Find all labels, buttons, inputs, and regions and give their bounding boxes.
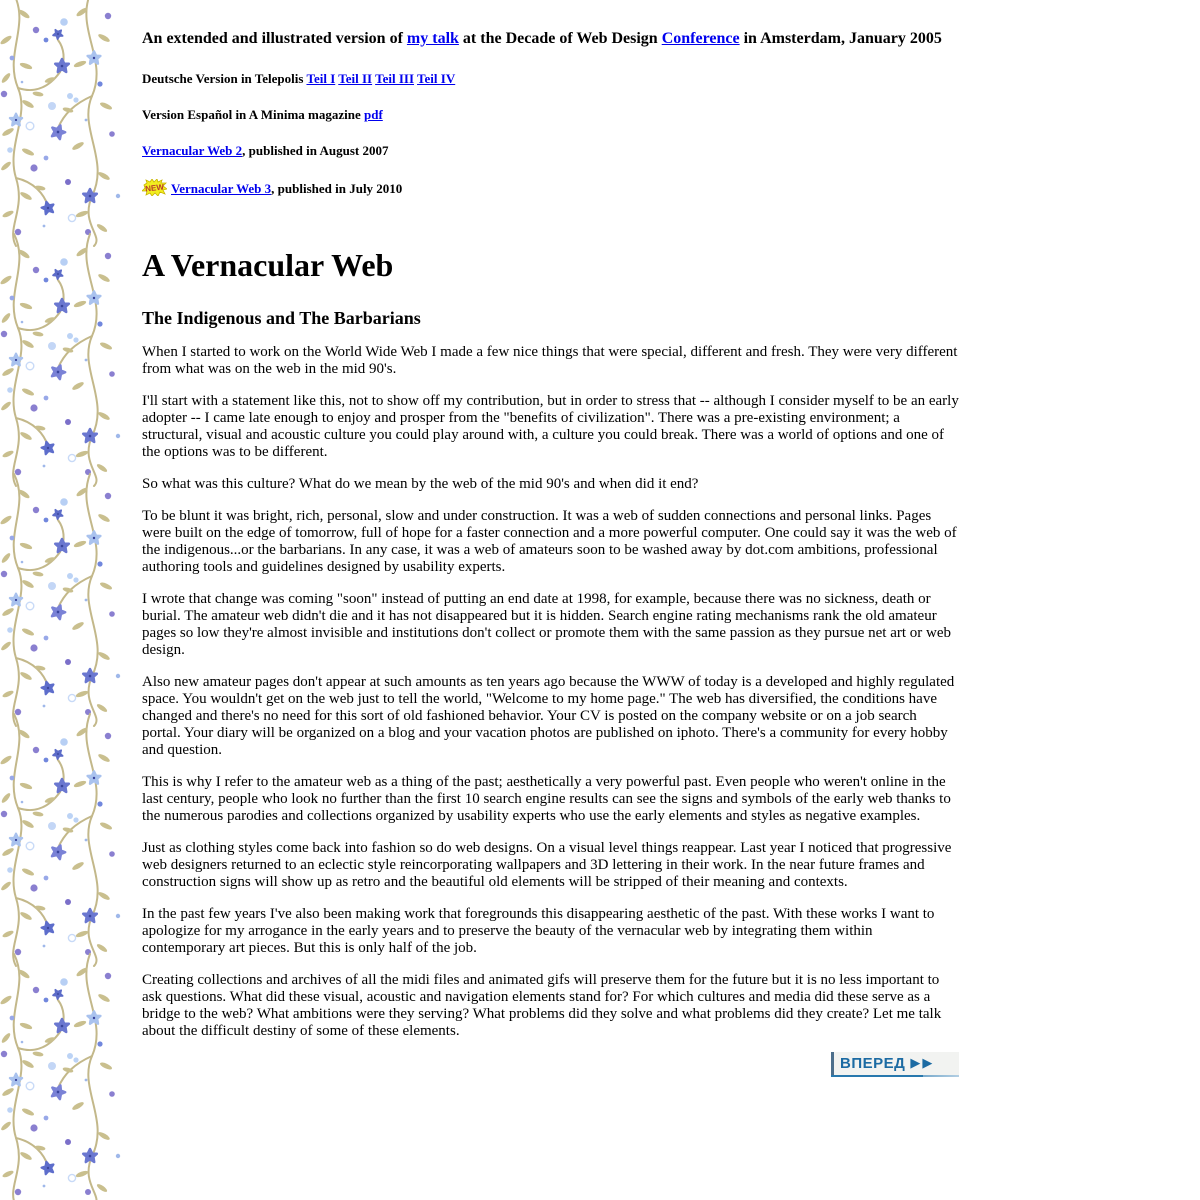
forward-button[interactable] (831, 1052, 959, 1077)
teil-4-link[interactable]: Teil IV (417, 71, 456, 86)
my-talk-link[interactable]: my talk (406, 30, 459, 47)
vw2-suffix: , published in August 2007 (242, 143, 389, 158)
forward-button-row (142, 1052, 959, 1077)
page-title: A Vernacular Web (142, 247, 394, 283)
svg-text:NEW: NEW (144, 182, 165, 194)
intro-text-2: at the Decade of Web Design (458, 30, 662, 47)
article-paragraph-7: This is why I refer to the amateur web as a thing of the past; aesthetically a very powerful past. Even people who weren't online in the last century, people who look no further than the first 10 search engine results can see the signs and symbols of the early web thanks to the numerous parodies and collections organized by usability experts who use the early elements and styles as negative examples. (142, 774, 951, 824)
vernacular-web-2-link[interactable]: Vernacular Web 2 (142, 143, 243, 158)
teil-3-link[interactable]: Teil III (375, 71, 415, 86)
intro-text-3: in Amsterdam, January 2005 (739, 30, 942, 47)
article-paragraph-2: I'll start with a statement like this, not to show off my contribution, but in order to stress that -- although I consider myself to be an early adopter -- I came late enough to enjoy and prosper from the "benefits of civilization". There was a pre-existing environment; a structural, visual and acoustic culture you could play around with, a culture you could break. There was a world of options and one of the options was to be different. (142, 393, 959, 460)
forward-underline (831, 1075, 959, 1077)
forward-arrows-icon: ▶▶ (910, 1055, 935, 1070)
article-paragraph-4: To be blunt it was bright, rich, personal, slow and under construction. It was a web of sudden connections and personal links. Pages were built on the edge of tomorrow, full of hope for a faster connection and a more powerful computer. One could say it was the web of the indigenous...or the barbarians. In any case, it was a web of amateurs soon to be washed away by dot.com ambitions, professional authoring tools and guidelines designed by usability experts. (142, 508, 957, 575)
conference-link[interactable]: Conference (661, 30, 740, 47)
main-content (142, 0, 959, 1077)
article-paragraph-1: When I started to work on the World Wide Web I made a few nice things that were special, different and fresh. They were very different from what was on the web in the mid 90's. (142, 344, 958, 377)
intro-text-1: An extended and illustrated version of (142, 30, 407, 47)
version-line-vw3 (142, 179, 959, 197)
article-paragraph-5: I wrote that change was coming "soon" instead of putting an end date at 1998, for example, because there was no sickness, death or burial. The amateur web didn't die and it has not disappeared but it is hidden. Search engine rating mechanisms rank the old amateur pages so low they're almost invisible and institutions don't collect or promote them with the same passion as they pursue net art or web design. (142, 591, 951, 658)
floral-wallpaper (0, 0, 122, 1200)
version-line-spanish (142, 107, 959, 123)
teil-2-link[interactable]: Teil II (338, 71, 373, 86)
vernacular-web-3-link[interactable]: Vernacular Web 3 (171, 181, 272, 196)
teil-1-link[interactable]: Teil I (306, 71, 336, 86)
new-badge-icon (142, 179, 167, 196)
article-paragraph-8: Just as clothing styles come back into fashion so do web designs. On a visual level things reappear. Last year I noticed that progressive web designers returned to an eclectic style reincorporating wallpapers and 3D lettering in their work. In the near future frames and construction signs will show up as retro and the beautiful old elements will be stripped of their meaning and contexts. (142, 840, 952, 890)
intro-line (142, 28, 959, 49)
spanish-label: Version Español in A Minima magazine (142, 107, 364, 122)
version-line-vw2 (142, 143, 959, 159)
german-label: Deutsche Version in Telepolis (142, 71, 307, 86)
forward-label: ВПЕРЕД (840, 1055, 906, 1072)
article-paragraph-9: In the past few years I've also been making work that foregrounds this disappearing aesthetic of the past. With these works I want to apologize for my arrogance in the early years and to preserve the beauty of the vernacular web by integrating them within contemporary art pieces. But this is only half of the job. (142, 906, 935, 956)
article-paragraph-6: Also new amateur pages don't appear at such amounts as ten years ago because the WWW of today is a developed and highly regulated space. You wouldn't get on the web just to tell the world, "Welcome to my home page." The web has diversified, the conditions have changed and there's no need for this sort of old fashioned behavior. Your CV is posted on the company website or on a job search portal. Your diary will be organized on a blog and your vacation photos are published on iphoto. There's a community for every hobby and question. (142, 674, 955, 758)
article-paragraph-10: Creating collections and archives of all the midi files and animated gifs will preserve them for the future but it is no less important to ask questions. What did these visual, acoustic and navigation elements stand for? For which cultures and media did these serve as a bridge to the web? What ambitions were they serving? What problems did they solve and what problems did they create? Let me talk about the difficult destiny of some of these elements. (142, 972, 942, 1039)
page-subtitle: The Indigenous and The Barbarians (142, 308, 421, 328)
vw3-suffix: , published in July 2010 (271, 181, 403, 196)
pdf-link[interactable]: pdf (364, 107, 383, 122)
article-paragraph-3: So what was this culture? What do we mean by the web of the mid 90's and when did it end? (142, 476, 699, 492)
version-line-german (142, 71, 959, 87)
